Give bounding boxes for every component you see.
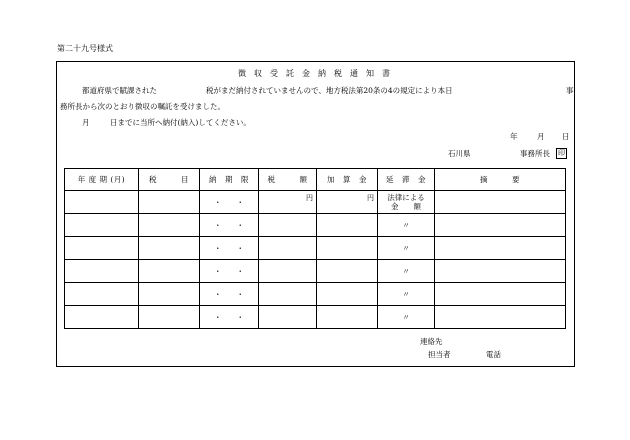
fiscal-period-cell[interactable]	[65, 237, 139, 260]
table-row	[65, 306, 566, 329]
yen-unit: 円	[367, 194, 374, 202]
header-additional-tax: 加 算 金	[317, 169, 378, 191]
issuer-office: 事務所長	[520, 149, 550, 158]
header-tax-item: 税 目	[139, 169, 200, 191]
header-late-fee: 延 滞 金	[378, 169, 435, 191]
remarks-cell[interactable]	[435, 260, 566, 283]
additional-tax-cell[interactable]	[317, 237, 378, 260]
header-tax-amount: 税 額	[259, 169, 317, 191]
tax-item-cell[interactable]	[139, 306, 200, 329]
tax-amount-cell[interactable]	[259, 214, 317, 237]
yen-unit: 円	[306, 194, 313, 202]
date-year: 年	[510, 132, 518, 141]
remarks-cell[interactable]	[435, 214, 566, 237]
tax-item-cell[interactable]	[139, 214, 200, 237]
document-title: 徴 収 受 託 金 納 税 通 知 書	[238, 69, 390, 78]
additional-tax-cell[interactable]	[317, 214, 378, 237]
body-line1-a: 都道府県で賦課された	[82, 86, 157, 95]
body-line1-c: 事	[566, 86, 574, 95]
tax-amount-cell[interactable]	[259, 191, 317, 214]
additional-tax-cell[interactable]	[317, 191, 378, 214]
body-line3-b: 日までに当所へ納付(納入)してください。	[110, 118, 251, 127]
fiscal-period-cell[interactable]	[65, 283, 139, 306]
due-date-cell[interactable]: ・ ・	[200, 191, 259, 214]
tax-amount-cell[interactable]	[259, 260, 317, 283]
table-row	[65, 260, 566, 283]
due-date-cell[interactable]: ・ ・	[200, 306, 259, 329]
issuer-prefecture: 石川県	[448, 149, 471, 158]
contact-label: 連絡先	[420, 337, 443, 346]
additional-tax-cell[interactable]	[317, 306, 378, 329]
due-date-cell[interactable]: ・ ・	[200, 237, 259, 260]
due-date-cell[interactable]: ・ ・	[200, 260, 259, 283]
body-line2: 務所長から次のとおり徴収の嘱託を受けました。	[60, 102, 225, 111]
additional-tax-cell[interactable]	[317, 260, 378, 283]
body-line1-b: 税がまだ納付されていませんので、地方税法第20条の4の規定により本日	[206, 86, 453, 95]
due-date-cell[interactable]: ・ ・	[200, 283, 259, 306]
fiscal-period-cell[interactable]	[65, 306, 139, 329]
tax-amount-cell[interactable]	[259, 306, 317, 329]
remarks-cell[interactable]	[435, 306, 566, 329]
fiscal-period-cell[interactable]	[65, 260, 139, 283]
date-month: 月	[537, 132, 545, 141]
late-fee-cell[interactable]: 〃	[378, 237, 435, 260]
tax-item-cell[interactable]	[139, 191, 200, 214]
late-fee-cell[interactable]: 〃	[378, 260, 435, 283]
tax-amount-cell[interactable]	[259, 283, 317, 306]
remarks-cell[interactable]	[435, 191, 566, 214]
seal-mark: 印	[558, 149, 565, 157]
contact-phone: 電話	[486, 350, 501, 359]
form-number: 第二十九号様式	[57, 44, 113, 53]
due-date-cell[interactable]: ・ ・	[200, 214, 259, 237]
remarks-cell[interactable]	[435, 237, 566, 260]
late-fee-cell[interactable]: 〃	[378, 306, 435, 329]
table-row	[65, 283, 566, 306]
remarks-cell[interactable]	[435, 283, 566, 306]
date-day: 日	[562, 132, 570, 141]
tax-item-cell[interactable]	[139, 260, 200, 283]
body-line3-a: 月	[82, 118, 90, 127]
fiscal-period-cell[interactable]	[65, 214, 139, 237]
header-due-date: 納 期 限	[200, 169, 259, 191]
late-fee-cell[interactable]: 〃	[378, 283, 435, 306]
table-row	[65, 214, 566, 237]
header-remarks: 摘 要	[435, 169, 566, 191]
fiscal-period-cell[interactable]	[65, 191, 139, 214]
law-amount-line1: 法律による	[387, 192, 425, 202]
tax-item-cell[interactable]	[139, 283, 200, 306]
table-row	[65, 237, 566, 260]
late-fee-cell[interactable]	[378, 191, 435, 214]
tax-amount-cell[interactable]	[259, 237, 317, 260]
late-fee-cell[interactable]: 〃	[378, 214, 435, 237]
tax-item-cell[interactable]	[139, 237, 200, 260]
additional-tax-cell[interactable]	[317, 283, 378, 306]
contact-person: 担当者	[428, 350, 451, 359]
header-fiscal-period: 年 度 期 (月)	[65, 169, 139, 191]
table-row	[65, 191, 566, 214]
table-header-row	[65, 169, 566, 191]
law-amount-line2: 金 額	[391, 202, 421, 211]
tax-table	[64, 168, 566, 329]
